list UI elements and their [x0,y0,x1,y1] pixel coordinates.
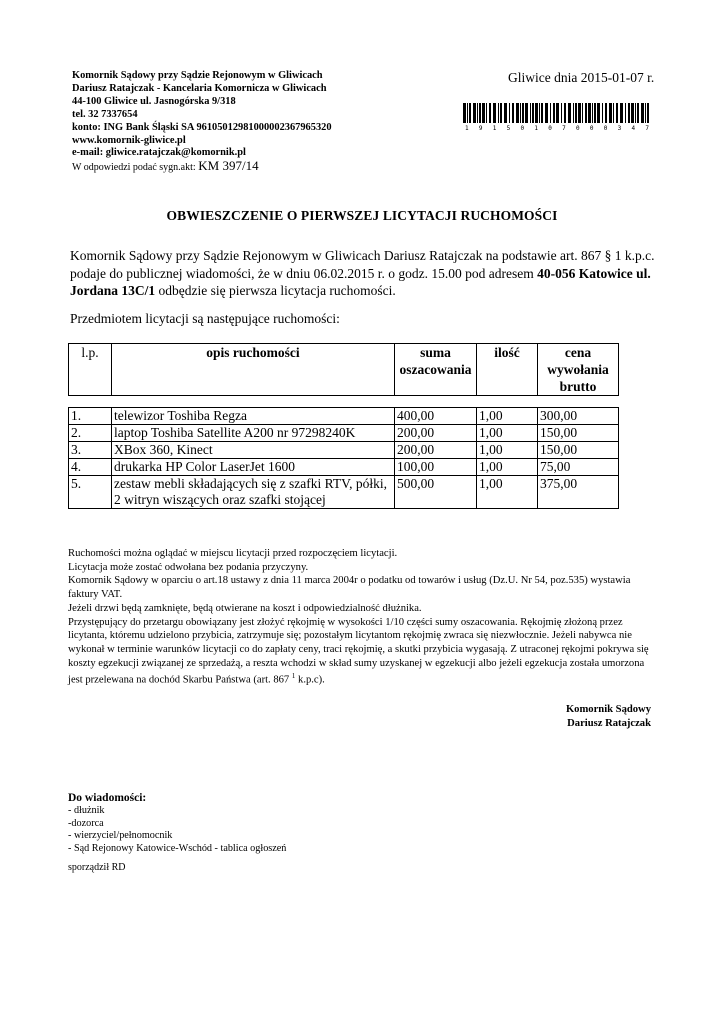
header-email[interactable]: e-mail: gliwice.ratajczak@komornik.pl [72,147,246,159]
barcode-bar [504,103,507,123]
auction-notes [68,547,658,688]
cell-quantity: 1,00 [477,459,538,476]
cell-valuation: 500,00 [395,476,477,509]
header-line: 44-100 Gliwice ul. Jasnogórska 9/318 [72,95,236,107]
barcode-bar [530,103,531,123]
list-item: - wierzyciel/pełnomocnik [68,830,173,842]
barcode-bar [588,103,591,123]
table-row [69,408,619,425]
barcode-bar [582,103,583,123]
barcode-bar [463,103,466,123]
cell-lp: 5. [69,476,112,509]
cell-lp: 2. [69,425,112,442]
cell-description: XBox 360, Kinect [112,442,395,459]
signature-name: Dariusz Ratajczak [567,718,651,729]
cell-lp: 1. [69,408,112,425]
barcode-bar [500,103,502,123]
barcode-bar [550,103,551,123]
header-line: konto: ING Bank Śląski SA 96105012981000002367965320 [72,121,332,133]
barcode-bar [541,103,543,123]
barcode-bar [467,103,468,123]
cell-lp: 3. [69,442,112,459]
note: Licytacja może zostać odwołana bez podania przyczyny. [68,561,309,573]
col-header-quantity: ilość [477,344,538,396]
cell-valuation: 100,00 [395,459,477,476]
header-website[interactable]: www.komornik-gliwice.pl [72,134,186,146]
subject-line: Przedmiotem licytacji są następujące ruchomości: [70,311,340,326]
barcode-bar [594,103,596,123]
cell-quantity: 1,00 [477,425,538,442]
barcode-bar [532,103,534,123]
barcode-bar [631,103,634,123]
barcode-digits: 1 9 1 5 0 1 0 7 0 0 0 3 4 7 [465,125,649,131]
case-ref-label: W odpowiedzi podać sygn.akt: [72,162,196,174]
cell-valuation: 400,00 [395,408,477,425]
cell-quantity: 1,00 [477,476,538,509]
header-line: Komornik Sądowy przy Sądzie Rejonowym w Gliwicach [72,70,323,81]
cell-price: 75,00 [538,459,619,476]
case-ref-number: KM 397/14 [198,158,259,174]
barcode-bar [585,103,587,123]
barcode-bar [545,103,548,123]
note: Komornik Sądowy w oparciu o art.18 ustawy z dnia 11 marca 2004r o podatku od towarów i usług (Dz.U. Nr 54, poz.535) wystawia faktury VAT. [68,575,631,601]
list-item: - dłużnik [68,805,105,816]
barcode-bar [482,103,485,123]
barcode-bar [564,103,566,123]
barcode-bar [535,103,538,123]
note [68,616,658,688]
table-row [69,459,619,476]
barcode-bar [486,103,487,123]
cell-valuation: 200,00 [395,425,477,442]
barcode-bar [592,103,593,123]
cell-description: drukarka HP Color LaserJet 1600 [112,459,395,476]
page-title: OBWIESZCZENIE O PIERWSZEJ LICYTACJI RUCHOMOŚCI [166,208,558,223]
barcode-bar [609,103,612,123]
barcode-bar [620,103,623,123]
col-header-description: opis ruchomości [112,344,395,396]
barcode-bar [556,103,559,123]
col-header-lp: l.p. [69,344,112,396]
distribution-title: Do wiadomości: [68,792,147,804]
items-table [68,407,619,509]
barcode-bar [525,103,528,123]
barcode-bar [469,103,471,123]
note: Ruchomości można oglądać w miejscu licytacji przed rozpoczęciem licytacji. [68,548,398,559]
barcode-bar [628,103,630,123]
barcode-bar [493,103,496,123]
cell-price: 375,00 [538,476,619,509]
barcode-bar [613,103,614,123]
barcode-bar [616,103,618,123]
barcode-bar [479,103,481,123]
intro-paragraph [70,247,656,300]
cell-price: 150,00 [538,442,619,459]
cell-description: telewizor Toshiba Regza [112,408,395,425]
bailiff-header [72,70,332,175]
barcode-bar [637,103,639,123]
note-tail: k.p.c). [295,674,325,686]
cell-description: laptop Toshiba Satellite A200 nr 97298240K [112,425,395,442]
table-row [69,442,619,459]
barcode-bar [605,103,607,123]
barcode-bar [561,103,562,123]
cell-price: 300,00 [538,408,619,425]
cell-valuation: 200,00 [395,442,477,459]
barcode-bar [516,103,519,123]
distribution-list [68,805,286,855]
header-line: tel. 32 7337654 [72,108,138,120]
cell-quantity: 1,00 [477,408,538,425]
barcode-bar [553,103,555,123]
barcode-bar [568,103,571,123]
barcode-bar [578,103,581,123]
note-text: Przystępujący do przetargu obowiązany jest złożyć rękojmię w wysokości 1/10 części sumy oszacowania. Rękojmię złożoną przez licytanta, któremu udzielono przybicia, zatrzymuje się; pozostałym licytantom rękojmię zwraca się niezwłocznie. Jeżeli nabywca nie wykonał w terminie warunków licytacji co do zapłaty ceny, traci rękojmię, a skutki przybicia wygasają. Z utraconej rękojmi pokrywa się koszty egzekucji związanej ze sprzedażą, a reszta wchodzi w skład sumy uzyskanej w egzekucji albo jeżeli egzekucja została umorzona jest przelewana na dochód Skarbu Państwa (art. 867 [68,616,649,686]
barcode-bar [647,103,649,123]
intro-text: Komornik Sądowy przy Sądzie Rejonowym w Gliwicach Dariusz Ratajczak na podstawie art. 867 § 1 k.p.c. podaje do publicznej wiadomości, że w dniu 06.02.2015 r. o godz. 15.00 pod adresem [70,248,655,281]
barcode-bar [512,103,514,123]
barcode-bar [645,103,646,123]
list-item: - Sąd Rejonowy Katowice-Wschód - tablica ogłoszeń [68,842,287,854]
barcode-bar [573,103,574,123]
barcode-bar [520,103,521,123]
barcode-bar [477,103,478,123]
header-line: Dariusz Ratajczak - Kancelaria Komornicza w Gliwicach [72,82,327,94]
barcode-bar [641,103,644,123]
barcode-bar [522,103,524,123]
table-row [69,476,619,509]
barcode-bar [489,103,491,123]
note: Jeżeli drzwi będą zamknięte, będą otwierane na koszt i odpowiedzialność dłużnika. [68,602,422,614]
document-date: Gliwice dnia 2015-01-07 r. [508,70,655,85]
cell-price: 150,00 [538,425,619,442]
barcode-bar [625,103,626,123]
items-table-header [68,343,619,396]
col-header-valuation: suma oszacowania [395,344,477,396]
barcode-bar [509,103,510,123]
cell-quantity: 1,00 [477,442,538,459]
note-superscript: 1 [291,672,296,681]
barcode-bar [597,103,600,123]
barcode-bar [575,103,577,123]
barcode-bar [635,103,636,123]
auction-address: 40-056 Katowice ul. Jordana 13C/1 [70,265,651,298]
intro-text-end: odbędzie się pierwsza licytacja ruchomości. [155,283,396,298]
cell-description: zestaw mebli składających się z szafki RTV, półki, 2 witryn wiszących oraz szafki stojącej [112,476,395,509]
signature-title: Komornik Sądowy [565,704,651,715]
barcode-bar [539,103,540,123]
barcode-bar [602,103,603,123]
signature-block [460,703,651,731]
barcode-bar [473,103,476,123]
cell-lp: 4. [69,459,112,476]
table-row [69,425,619,442]
prepared-by: sporządził RD [68,862,126,873]
barcode-bar [498,103,499,123]
list-item: -dozorca [68,817,104,829]
col-header-price: cena wywołania brutto [538,344,619,396]
barcode [463,103,651,131]
